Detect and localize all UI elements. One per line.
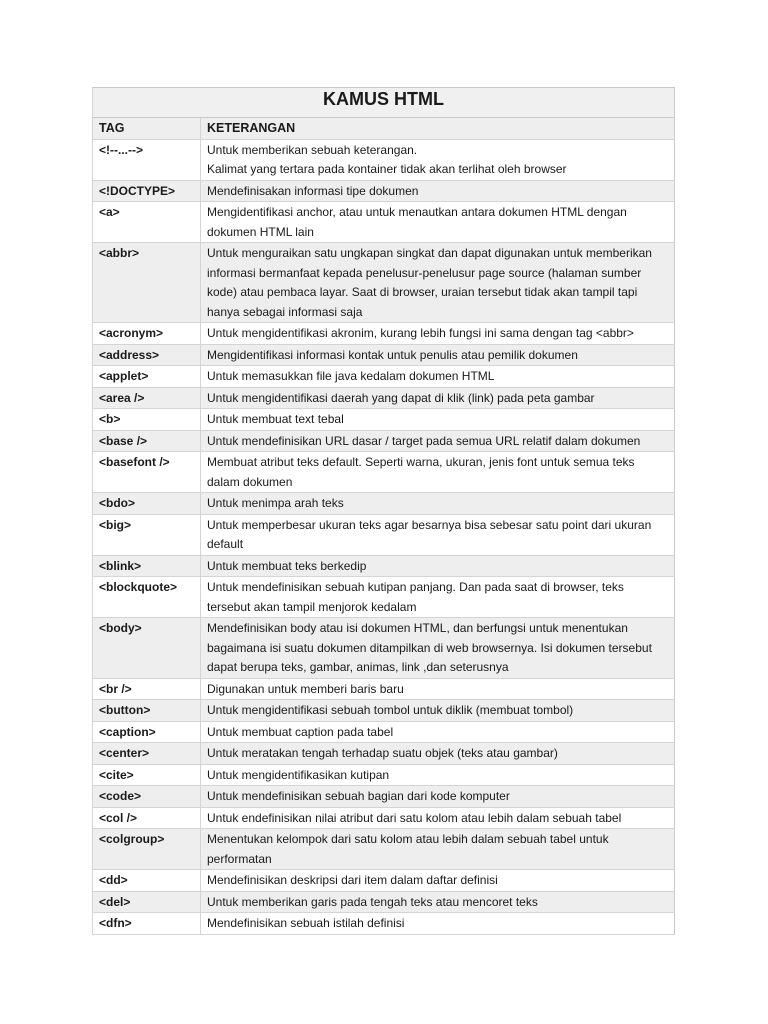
- table-row: [93, 243, 675, 323]
- row-tag: <del>: [93, 891, 201, 913]
- row-description: Untuk mendefinisikan sebuah bagian dari kode komputer: [201, 786, 675, 808]
- table-row: [93, 891, 675, 913]
- column-header-tag: TAG: [93, 118, 201, 140]
- table-row: [93, 743, 675, 765]
- row-description: Untuk mengidentifikasi daerah yang dapat di klik (link) pada peta gambar: [201, 387, 675, 409]
- table-row: [93, 870, 675, 892]
- row-tag: <dd>: [93, 870, 201, 892]
- row-description: Mendefinisikan body atau isi dokumen HTML, dan berfungsi untuk menentukan bagaimana isi suatu dokumen ditampilkan di web browsernya. Isi dokumen tersebut dapat berupa teks, gambar, animas, link ,dan seterusnya: [201, 618, 675, 679]
- table-row: [93, 577, 675, 618]
- row-description: Untuk membuat teks berkedip: [201, 555, 675, 577]
- table-row: [93, 323, 675, 345]
- row-tag: <area />: [93, 387, 201, 409]
- row-tag: <!DOCTYPE>: [93, 180, 201, 202]
- row-description: Untuk membuat caption pada tabel: [201, 721, 675, 743]
- row-tag: <br />: [93, 678, 201, 700]
- table-row: [93, 180, 675, 202]
- row-description: Menentukan kelompok dari satu kolom atau lebih dalam sebuah tabel untuk performatan: [201, 829, 675, 870]
- row-description: Mengidentifikasi informasi kontak untuk penulis atau pemilik dokumen: [201, 344, 675, 366]
- table-row: [93, 452, 675, 493]
- row-description: Digunakan untuk memberi baris baru: [201, 678, 675, 700]
- row-tag: <col />: [93, 807, 201, 829]
- row-description: Untuk mengidentifikasikan kutipan: [201, 764, 675, 786]
- row-description: Untuk menguraikan satu ungkapan singkat dan dapat digunakan untuk memberikan informasi bermanfaat kepada penelusur-penelusur page source (halaman sumber kode) atau pembaca layar. Saat di browser, uraian tersebut tidak akan tampil tapi hanya sebagai informasi saja: [201, 243, 675, 323]
- row-tag: <body>: [93, 618, 201, 679]
- row-description: Untuk memasukkan file java kedalam dokumen HTML: [201, 366, 675, 388]
- table-row: [93, 366, 675, 388]
- row-tag: <basefont />: [93, 452, 201, 493]
- table-row: [93, 430, 675, 452]
- row-tag: <abbr>: [93, 243, 201, 323]
- row-tag: <b>: [93, 409, 201, 431]
- table-row: [93, 139, 675, 180]
- row-tag: <button>: [93, 700, 201, 722]
- row-tag: <a>: [93, 202, 201, 243]
- table-row: [93, 493, 675, 515]
- row-description: Mendefinisikan deskripsi dari item dalam daftar definisi: [201, 870, 675, 892]
- html-dictionary-table: [92, 87, 675, 935]
- row-tag: <address>: [93, 344, 201, 366]
- row-description: Mendefinisikan sebuah istilah definisi: [201, 913, 675, 935]
- row-description: Untuk mengidentifikasi akronim, kurang lebih fungsi ini sama dengan tag <abbr>: [201, 323, 675, 345]
- table-row: [93, 387, 675, 409]
- document-page: [92, 87, 674, 935]
- row-tag: <base />: [93, 430, 201, 452]
- table-row: [93, 514, 675, 555]
- row-description: Untuk mendefinisikan URL dasar / target pada semua URL relatif dalam dokumen: [201, 430, 675, 452]
- row-tag: <blink>: [93, 555, 201, 577]
- row-tag: <applet>: [93, 366, 201, 388]
- row-tag: <bdo>: [93, 493, 201, 515]
- table-row: [93, 409, 675, 431]
- table-row: [93, 344, 675, 366]
- row-tag: <!--...-->: [93, 139, 201, 180]
- table-row: [93, 764, 675, 786]
- row-description: Untuk memperbesar ukuran teks agar besarnya bisa sebesar satu point dari ukuran default: [201, 514, 675, 555]
- row-tag: <acronym>: [93, 323, 201, 345]
- row-tag: <blockquote>: [93, 577, 201, 618]
- row-description: Untuk membuat text tebal: [201, 409, 675, 431]
- row-description: Untuk mendefinisikan sebuah kutipan panjang. Dan pada saat di browser, teks tersebut akan tampil menjorok kedalam: [201, 577, 675, 618]
- row-description: Untuk mengidentifikasi sebuah tombol untuk diklik (membuat tombol): [201, 700, 675, 722]
- table-row: [93, 555, 675, 577]
- table-title: KAMUS HTML: [93, 88, 675, 118]
- table-row: [93, 618, 675, 679]
- table-row: [93, 700, 675, 722]
- table-row: [93, 786, 675, 808]
- row-tag: <caption>: [93, 721, 201, 743]
- row-tag: <code>: [93, 786, 201, 808]
- row-tag: <center>: [93, 743, 201, 765]
- row-tag: <cite>: [93, 764, 201, 786]
- table-row: [93, 202, 675, 243]
- row-tag: <dfn>: [93, 913, 201, 935]
- table-row: [93, 829, 675, 870]
- row-tag: <colgroup>: [93, 829, 201, 870]
- row-description: Untuk meratakan tengah terhadap suatu objek (teks atau gambar): [201, 743, 675, 765]
- row-description: Untuk endefinisikan nilai atribut dari satu kolom atau lebih dalam sebuah tabel: [201, 807, 675, 829]
- row-description: Membuat atribut teks default. Seperti warna, ukuran, jenis font untuk semua teks dalam dokumen: [201, 452, 675, 493]
- row-description: Untuk memberikan garis pada tengah teks atau mencoret teks: [201, 891, 675, 913]
- row-description: Mendefinisakan informasi tipe dokumen: [201, 180, 675, 202]
- column-header-description: KETERANGAN: [201, 118, 675, 140]
- table-row: [93, 807, 675, 829]
- table-row: [93, 678, 675, 700]
- row-tag: <big>: [93, 514, 201, 555]
- row-description: Untuk menimpa arah teks: [201, 493, 675, 515]
- table-row: [93, 721, 675, 743]
- table-row: [93, 913, 675, 935]
- row-description: Mengidentifikasi anchor, atau untuk menautkan antara dokumen HTML dengan dokumen HTML lain: [201, 202, 675, 243]
- row-description: Untuk memberikan sebuah keterangan. Kalimat yang tertara pada kontainer tidak akan terlihat oleh browser: [201, 139, 675, 180]
